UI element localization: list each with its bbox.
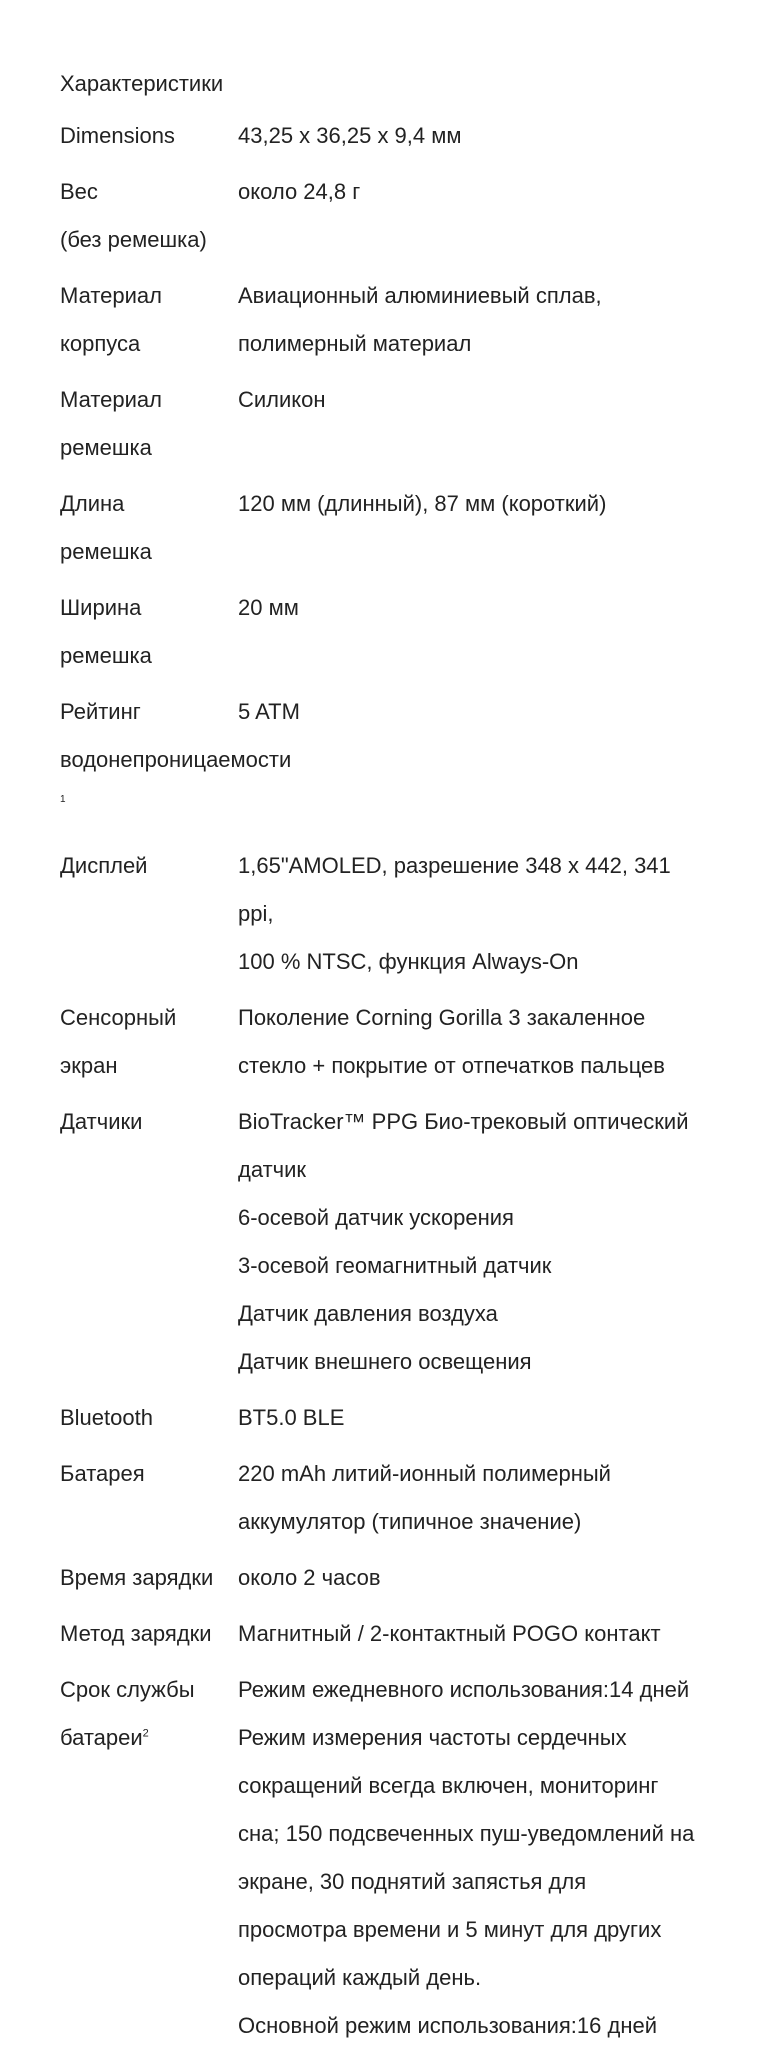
spec-value-line: Поколение Corning Gorilla 3 закаленное <box>238 1005 646 1030</box>
specs-page <box>60 60 700 2058</box>
spec-value-line: 20 мм <box>238 595 299 620</box>
spec-row <box>60 994 700 1090</box>
spec-value-line: 220 mAh литий-ионный полимерный <box>238 1461 611 1486</box>
spec-row <box>60 168 700 264</box>
spec-row <box>60 112 700 160</box>
spec-value <box>238 1666 700 2050</box>
spec-row <box>60 1450 700 1546</box>
spec-label: Метод зарядки <box>60 1621 212 1646</box>
spec-value-line: Режим измерения частоты сердечных <box>238 1725 627 1750</box>
spec-row <box>60 842 700 986</box>
spec-value <box>238 1554 700 1602</box>
spec-row <box>60 376 700 472</box>
spec-value-line: полимерный материал <box>238 331 472 356</box>
spec-value-line: 43,25 х 36,25 х 9,4 мм <box>238 123 462 148</box>
spec-value-line: Авиационный алюминиевый сплав, <box>238 283 602 308</box>
spec-value <box>238 1450 700 1546</box>
spec-label: Сенсорный экран <box>60 1005 177 1078</box>
spec-value-line: 120 мм (длинный), 87 мм (короткий) <box>238 491 607 516</box>
spec-label <box>60 1666 238 1762</box>
spec-value <box>238 994 700 1090</box>
spec-value-line: датчик <box>238 1157 307 1182</box>
spec-row <box>60 584 700 680</box>
spec-value-line: около 2 часов <box>238 1565 381 1590</box>
spec-label: Материал ремешка <box>60 387 162 460</box>
spec-value <box>238 584 700 632</box>
spec-label: Рейтинг водонепроницаемости <box>60 699 292 772</box>
spec-value-line: Силикон <box>238 387 326 412</box>
spec-value-line: сокращений всегда включен, мониторинг <box>238 1773 659 1798</box>
spec-value <box>238 480 700 528</box>
spec-value-line: 1,65"AMOLED, разрешение 348 x 442, 341 ppi, <box>238 853 671 926</box>
spec-label: Bluetooth <box>60 1405 153 1430</box>
spec-value-line: 100 % NTSC, функция Always-On <box>238 949 579 974</box>
spec-value <box>238 1394 700 1442</box>
spec-value-line: Датчик давления воздуха <box>238 1301 498 1326</box>
spec-label-text: Срок службы батареи <box>60 1677 195 1750</box>
spec-value <box>238 842 700 986</box>
spec-value-line: аккумулятор (типичное значение) <box>238 1509 582 1534</box>
spec-row <box>60 1098 700 1386</box>
spec-value <box>238 272 700 368</box>
spec-value <box>238 688 700 736</box>
specs-table-top <box>60 112 700 784</box>
spec-label: Датчики <box>60 1109 143 1134</box>
spec-row <box>60 1610 700 1658</box>
spec-label: Вес (без ремешка) <box>60 179 207 252</box>
spec-value-line: 3-осевой геомагнитный датчик <box>238 1253 552 1278</box>
spec-label: Длина ремешка <box>60 491 152 564</box>
spec-row <box>60 688 700 784</box>
spec-value-line: Магнитный / 2-контактный POGO контакт <box>238 1621 661 1646</box>
section-title: Характеристики <box>60 71 224 96</box>
spec-value-line: BT5.0 BLE <box>238 1405 345 1430</box>
footnote-marker: 1 <box>60 794 66 805</box>
spec-row-battery-life <box>60 1666 700 2050</box>
spec-value <box>238 1098 700 1386</box>
spec-value-line: экране, 30 поднятий запястья для <box>238 1869 587 1894</box>
spec-row <box>60 1394 700 1442</box>
spec-value-line: просмотра времени и 5 минут для других <box>238 1917 662 1942</box>
spec-value <box>238 376 700 424</box>
spec-value-line: Датчик внешнего освещения <box>238 1349 532 1374</box>
spec-value <box>238 168 700 216</box>
spec-value <box>238 1610 700 1658</box>
spec-value-line: около 24,8 г <box>238 179 361 204</box>
spec-value-line: BioTracker™ PPG Био-трековый оптический <box>238 1109 689 1134</box>
spec-label: Дисплей <box>60 853 148 878</box>
footnote-sup: 2 <box>142 1727 149 1740</box>
spec-value-line: операций каждый день. <box>238 1965 482 1990</box>
spec-row <box>60 272 700 368</box>
spec-label: Материал корпуса <box>60 283 162 356</box>
specs-table-bottom <box>60 842 700 1658</box>
spec-value <box>238 112 700 160</box>
spec-row <box>60 480 700 576</box>
spec-value-line: 6-осевой датчик ускорения <box>238 1205 514 1230</box>
spec-value-line: Режим ежедневного использования:14 дней <box>238 1677 690 1702</box>
spec-label: Батарея <box>60 1461 145 1486</box>
spec-value-line: сна; 150 подсвеченных пуш-уведомлений на <box>238 1821 695 1846</box>
spec-value-line: 5 ATM <box>238 699 300 724</box>
spec-label: Dimensions <box>60 123 175 148</box>
spec-label: Ширина ремешка <box>60 595 152 668</box>
spec-value-line: стекло + покрытие от отпечатков пальцев <box>238 1053 665 1078</box>
spec-label: Время зарядки <box>60 1565 214 1590</box>
spec-row <box>60 1554 700 1602</box>
spec-value-line: Основной режим использования:16 дней <box>238 2013 657 2038</box>
